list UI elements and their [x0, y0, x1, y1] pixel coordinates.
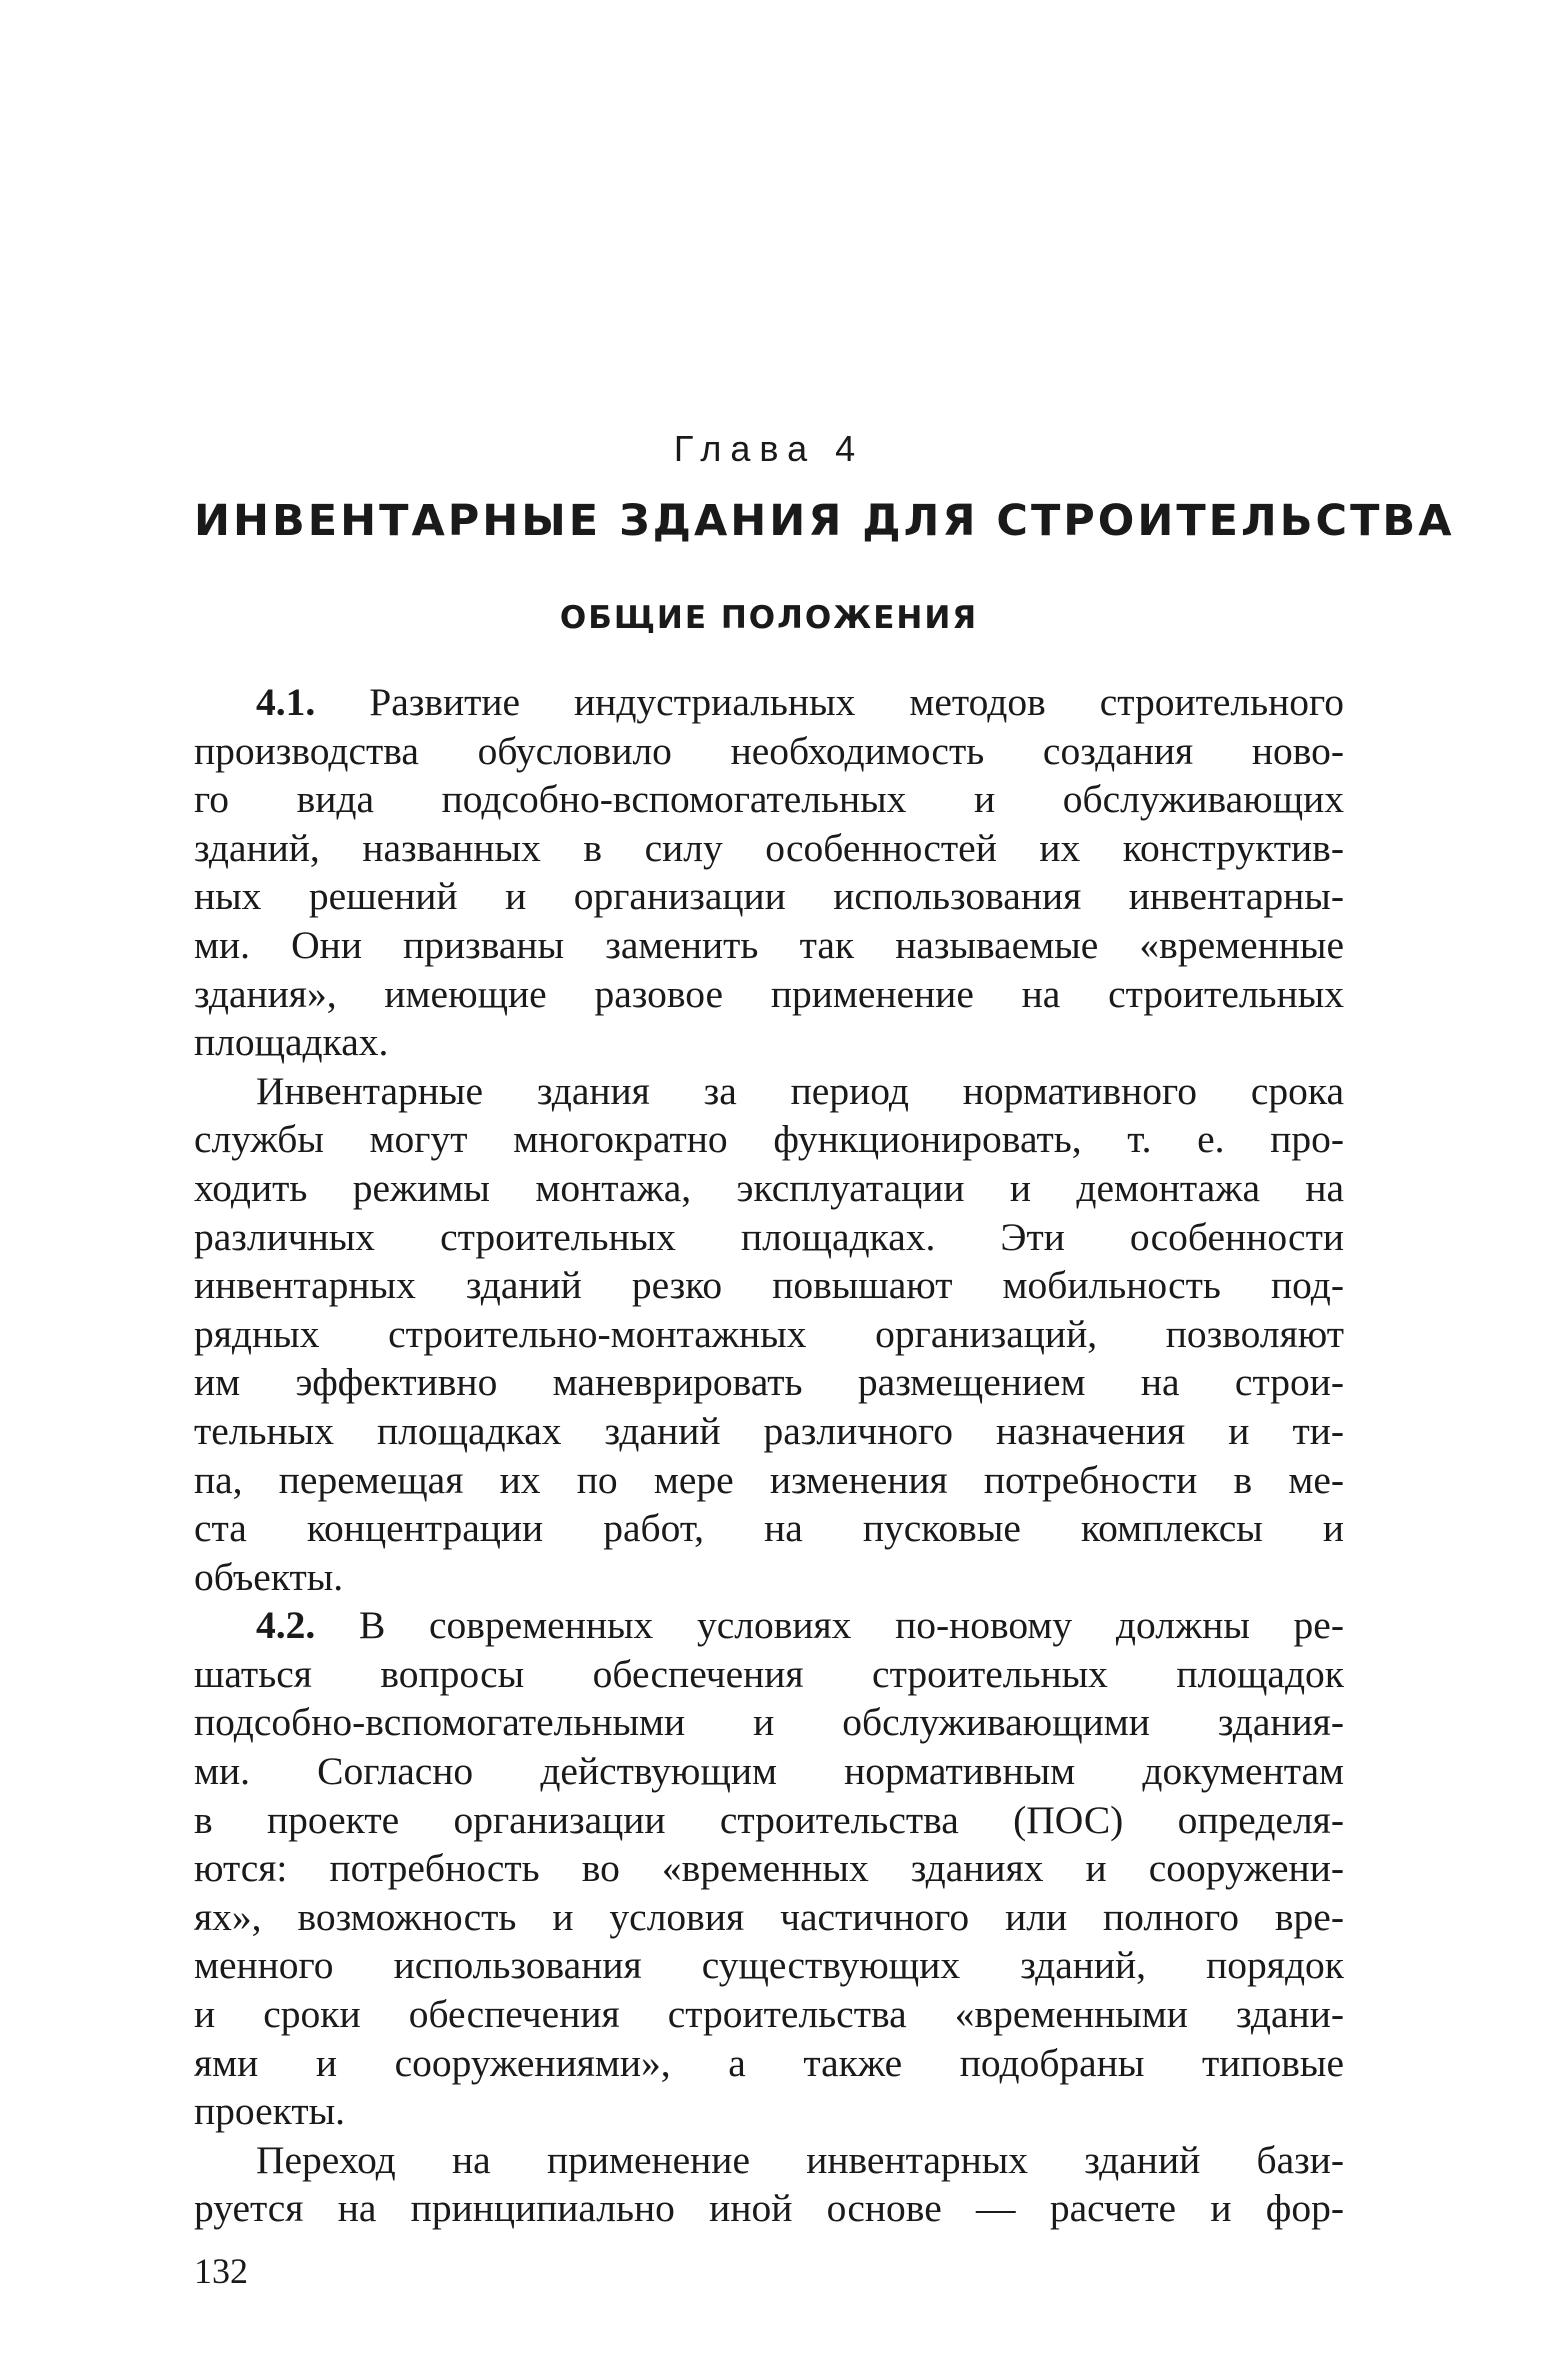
chapter-label: Глава 4	[673, 428, 865, 469]
paragraph-transition	[194, 2136, 1344, 2233]
text-line: го вида подсобно-вспомогательных и обслуживающих	[194, 777, 1344, 822]
text-line: Инвентарные здания за период нормативного срока	[256, 1068, 1344, 1113]
text-line: тельных площадках зданий различного назначения и ти-	[194, 1408, 1344, 1453]
section-title: ОБЩИЕ ПОЛОЖЕНИЯ	[559, 600, 979, 636]
text-line: ных решений и организации использования инвентарны-	[194, 874, 1344, 919]
text-line: менного использования существующих зданий, порядок	[194, 1943, 1344, 1988]
text-line: рядных строительно-монтажных организаций, позволяют	[194, 1311, 1344, 1356]
text-line: ста концентрации работ, на пусковые комплексы и	[194, 1506, 1344, 1551]
text-line: ями и сооружениями», а также подобраны типовые	[194, 2040, 1344, 2085]
text-line: здания», имеющие разовое применение на строительных	[194, 971, 1344, 1016]
text-line: различных строительных площадках. Эти особенности	[194, 1214, 1344, 1259]
text-line: па, перемещая их по мере изменения потребности в ме-	[194, 1457, 1344, 1502]
paragraph-number: 4.2.	[256, 1603, 316, 1648]
page-number: 132	[194, 2251, 248, 2291]
text-line: объекты.	[194, 1554, 344, 1599]
text-line: зданий, названных в силу особенностей их конструктив-	[194, 825, 1344, 870]
text-line: 4.1. Развитие индустриальных методов строительного	[256, 680, 1344, 724]
text-line: в проекте организации строительства (ПОС) определя-	[194, 1797, 1344, 1842]
text-line: им эффективно маневрировать размещением на строи-	[194, 1360, 1344, 1405]
text-line: Переход на применение инвентарных зданий бази-	[256, 2137, 1344, 2182]
text-line: площадках.	[194, 1020, 389, 1065]
text-line: инвентарных зданий резко повышают мобильность под-	[194, 1263, 1344, 1308]
text-line: производства обусловило необходимость создания ново-	[194, 728, 1344, 773]
text-line: ми. Они призваны заменить так называемые «временные	[194, 922, 1344, 967]
paragraph-inventory-buildings	[194, 1067, 1344, 1602]
body-text	[194, 678, 1344, 2233]
text-line: ются: потребность во «временных зданиях и сооружени-	[194, 1846, 1344, 1891]
paragraph-number: 4.1.	[256, 680, 316, 724]
text-line: проекты.	[194, 2089, 345, 2134]
text-line: подсобно-вспомогательными и обслуживающими здания-	[194, 1700, 1344, 1745]
text-line: ях», возможность и условия частичного или полного вре-	[194, 1894, 1344, 1939]
text-line: ми. Согласно действующим нормативным документам	[194, 1749, 1344, 1794]
chapter-title: ИНВЕНТАРНЫЕ ЗДАНИЯ ДЛЯ СТРОИТЕЛЬСТВА	[194, 496, 1455, 546]
text-line: шаться вопросы обеспечения строительных площадок	[194, 1651, 1344, 1696]
text-line: ходить режимы монтажа, эксплуатации и демонтажа на	[194, 1165, 1344, 1210]
text-line: 4.2. В современных условиях по-новому должны ре-	[256, 1603, 1344, 1648]
paragraph-4-1	[194, 678, 1344, 1067]
book-page	[194, 0, 1455, 2367]
text-line: руется на принципиально иной основе — расчете и фор-	[194, 2186, 1344, 2231]
paragraph-4-2	[194, 1601, 1344, 2136]
text-line: службы могут многократно функционировать, т. е. про-	[194, 1117, 1344, 1162]
text-line: и сроки обеспечения строительства «временными здани-	[194, 1992, 1344, 2037]
